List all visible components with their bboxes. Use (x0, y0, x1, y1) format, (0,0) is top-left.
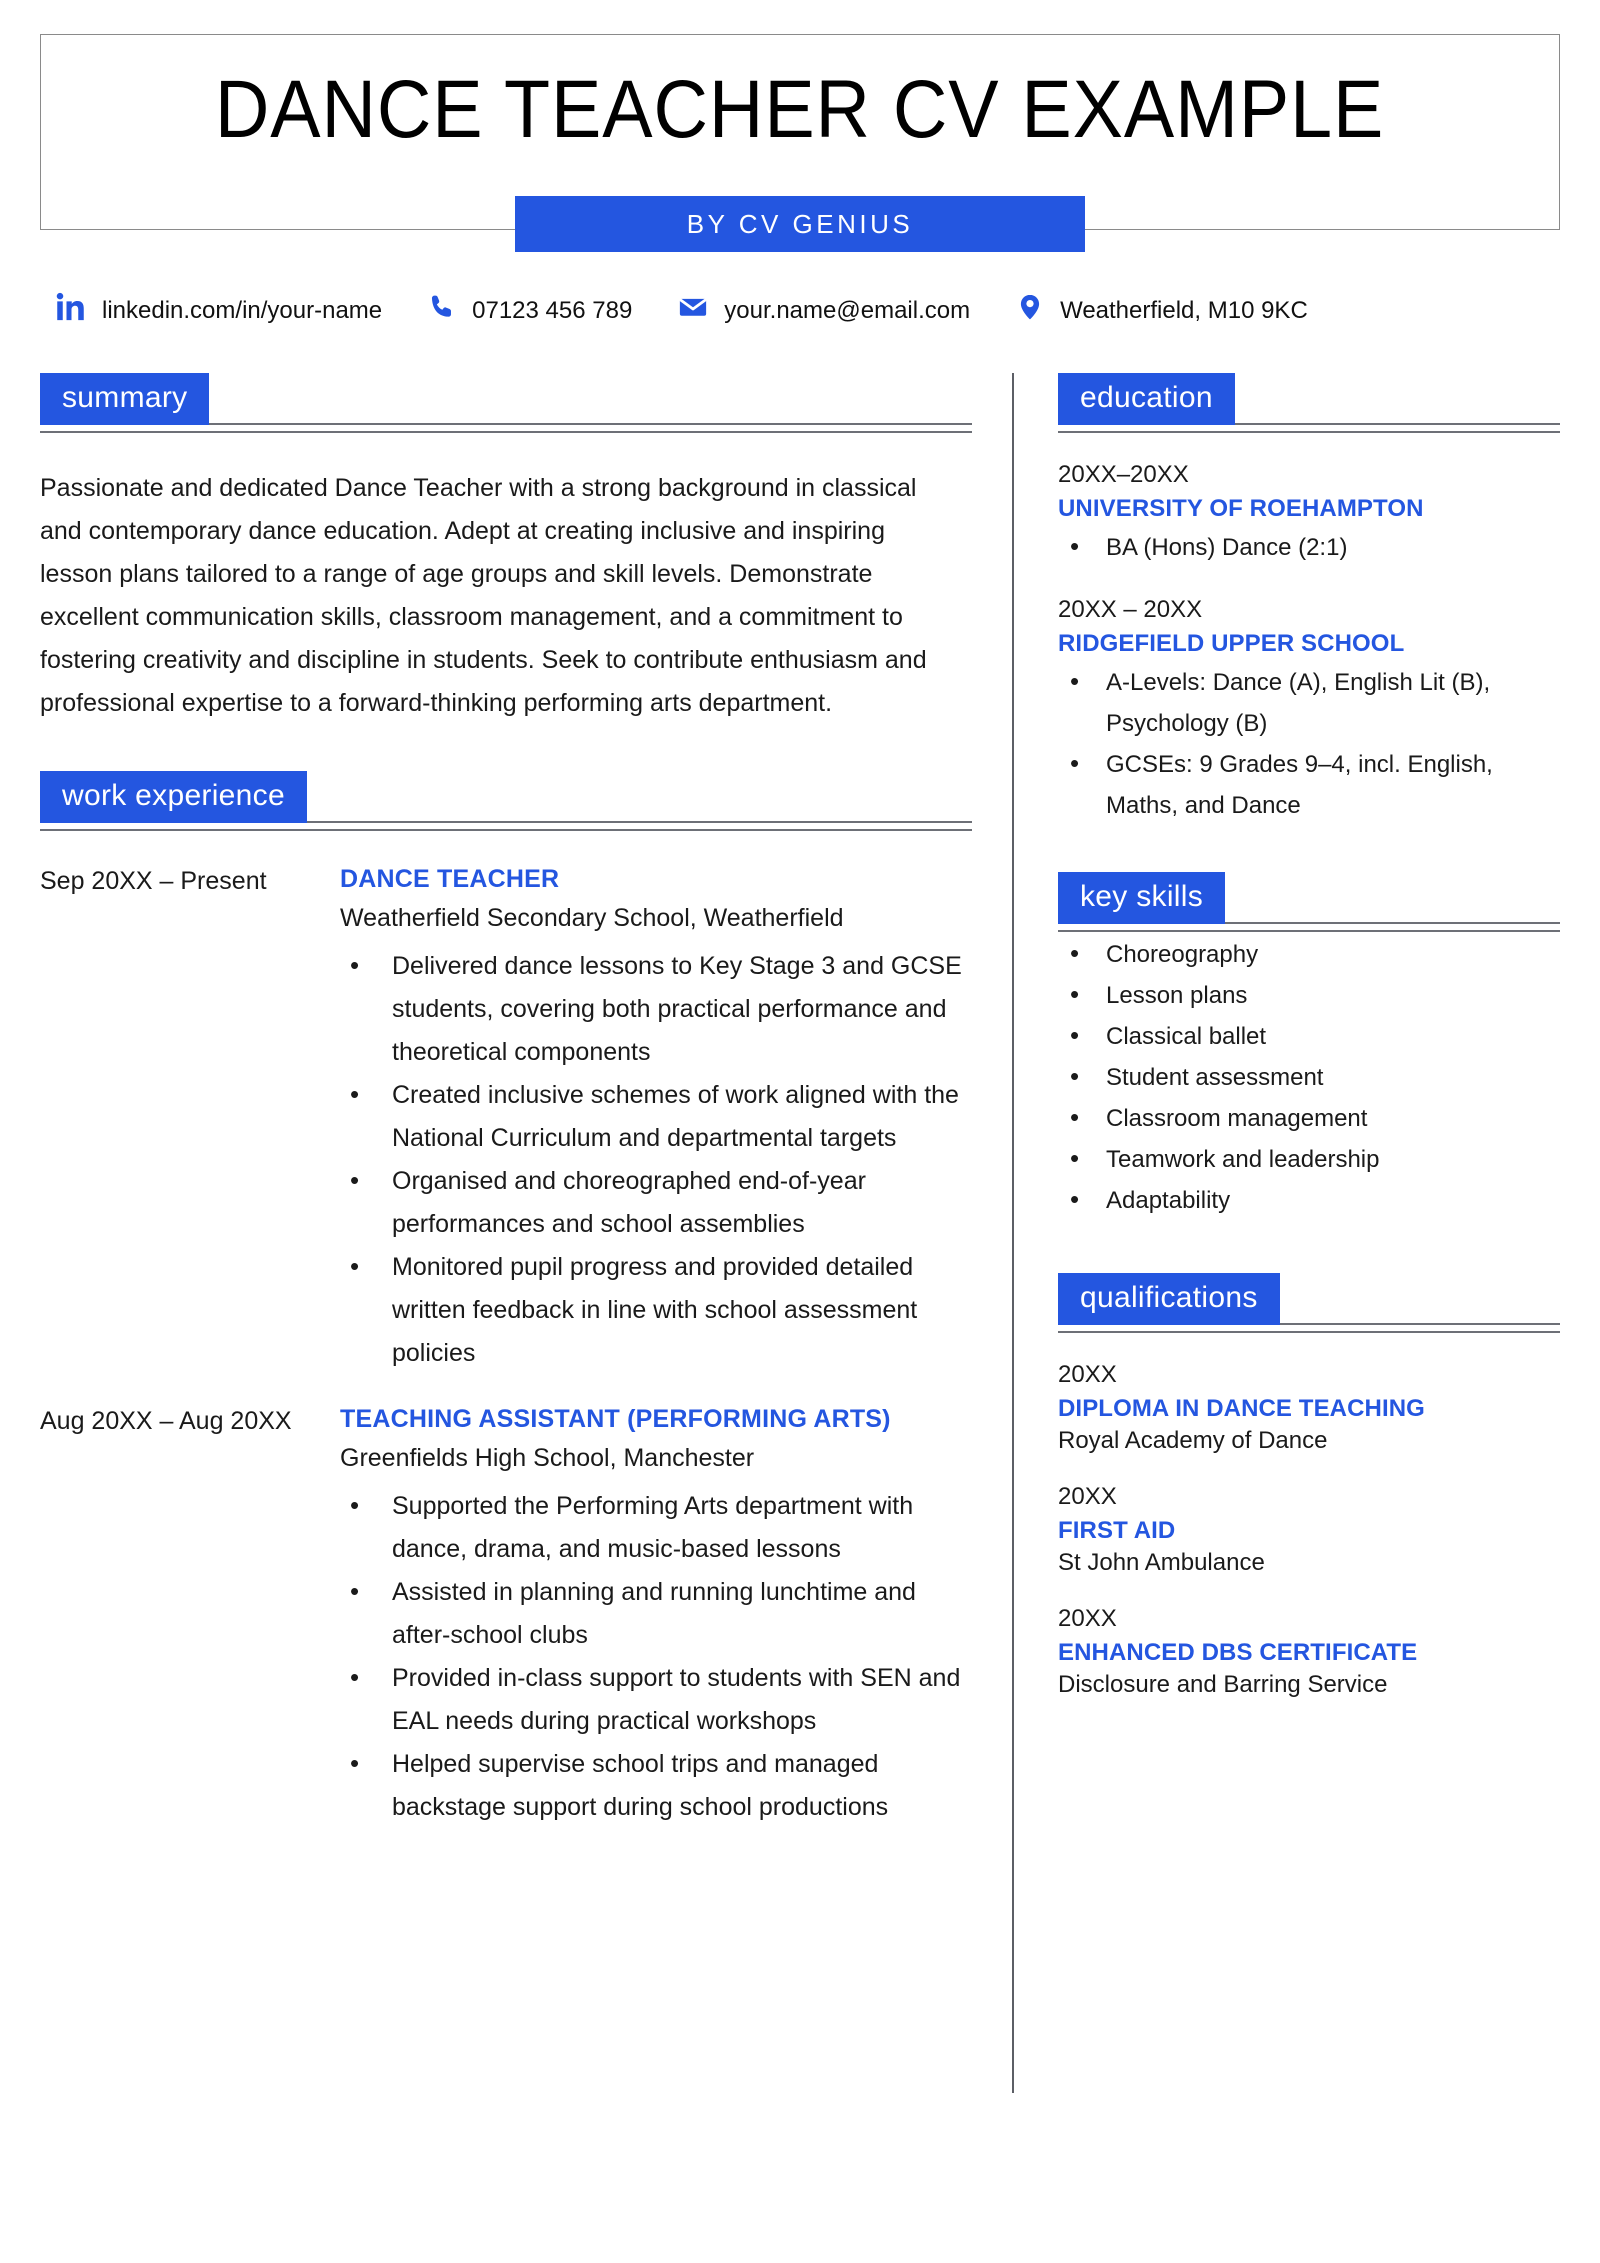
job-title: TEACHING ASSISTANT (PERFORMING ARTS) (340, 1405, 891, 1433)
education-dates: 20XX–20XX (1058, 461, 1189, 488)
cv-body (40, 373, 1560, 2093)
section-qualifications (1058, 1273, 1560, 1699)
list-item: • Supported the Performing Arts department with dance, drama, and music-based lessons (340, 1485, 972, 1571)
work-underline (40, 829, 972, 831)
linkedin-icon (56, 292, 86, 329)
qualifications-heading-row (1058, 1273, 1560, 1325)
qualifications-rule (1280, 1323, 1560, 1325)
list-item: • Created inclusive schemes of work aligned with the National Curriculum and departmental targets (340, 1074, 972, 1160)
contact-linkedin[interactable] (56, 292, 382, 329)
education-organisation: UNIVERSITY OF ROEHAMPTON (1058, 495, 1424, 522)
list-item: • Classical ballet (1058, 1016, 1560, 1057)
contact-email[interactable] (678, 292, 970, 329)
contact-phone[interactable] (428, 293, 632, 328)
list-item: • Organised and choreographed end-of-year performances and school assemblies (340, 1160, 972, 1246)
list-item: • Student assessment (1058, 1057, 1560, 1098)
list-item: • Helped supervise school trips and managed backstage support during school productions (340, 1743, 972, 1829)
education-organisation: RIDGEFIELD UPPER SCHOOL (1058, 630, 1405, 657)
summary-underline (40, 431, 972, 433)
list-item: • GCSEs: 9 Grades 9–4, incl. English, Maths, and Dance (1058, 744, 1560, 826)
work-entry (40, 865, 972, 1375)
work-entry (40, 1405, 972, 1829)
list-item: • Assisted in planning and running lunchtime and after-school clubs (340, 1571, 972, 1657)
job-organisation: Greenfields High School, Manchester (340, 1444, 755, 1472)
section-education (1058, 373, 1560, 826)
summary-rule (209, 423, 972, 425)
work-dates: Aug 20XX – Aug 20XX (40, 1407, 292, 1435)
qualifications-heading: qualifications (1058, 1273, 1280, 1325)
contact-phone-text: 07123 456 789 (472, 296, 633, 324)
list-item: • Teamwork and leadership (1058, 1139, 1560, 1180)
summary-text: Passionate and dedicated Dance Teacher with a strong background in classical and contemporary dance education. Adept at creating inclusive and inspiring lesson plans tailored to a range of age groups and skill levels. Demonstrate excellent communication skills, classroom management, and a commitment to fostering creativity and discipline in students. Seek to contribute enthusiasm and professional expertise to a forward-thinking performing arts department. (40, 474, 927, 717)
qualification-entry (1058, 1605, 1560, 1699)
list-item: • BA (Hons) Dance (2:1) (1058, 527, 1560, 568)
qualification-title: ENHANCED DBS CERTIFICATE (1058, 1639, 1418, 1666)
job-title: DANCE TEACHER (340, 865, 560, 893)
work-heading-row (40, 771, 972, 823)
qualification-title: DIPLOMA IN DANCE TEACHING (1058, 1395, 1425, 1422)
list-item: • Classroom management (1058, 1098, 1560, 1139)
contact-email-text: your.name@email.com (724, 296, 971, 324)
key-skills-list (1058, 934, 1560, 1221)
education-heading-row (1058, 373, 1560, 425)
key-skills-rule (1225, 922, 1560, 924)
work-dates: Sep 20XX – Present (40, 867, 267, 895)
qualification-entry (1058, 1361, 1560, 1455)
left-column (40, 373, 1012, 2093)
education-dates: 20XX – 20XX (1058, 596, 1203, 623)
summary-heading: summary (40, 373, 209, 425)
list-item: • Adaptability (1058, 1180, 1560, 1221)
key-skills-heading-row (1058, 872, 1560, 924)
qualification-dates: 20XX (1058, 1361, 1117, 1388)
location-pin-icon (1016, 292, 1044, 329)
qualifications-underline (1058, 1331, 1560, 1333)
list-item: • A-Levels: Dance (A), English Lit (B), Psychology (B) (1058, 662, 1560, 744)
job-bullet-list (340, 1485, 972, 1829)
summary-heading-row (40, 373, 972, 425)
qualification-issuer: Disclosure and Barring Service (1058, 1671, 1388, 1698)
work-experience-heading: work experience (40, 771, 307, 823)
qualification-title: FIRST AID (1058, 1517, 1176, 1544)
education-heading: education (1058, 373, 1235, 425)
section-summary (40, 373, 972, 725)
contact-location-text: Weatherfield, M10 9KC (1060, 296, 1308, 324)
page-title: DANCE TEACHER CV EXAMPLE (215, 64, 1385, 155)
right-column (1014, 373, 1560, 2093)
education-entry (1058, 461, 1560, 568)
contact-location[interactable] (1016, 292, 1308, 329)
section-key-skills (1058, 872, 1560, 1221)
contact-linkedin-text: linkedin.com/in/your-name (102, 296, 383, 324)
phone-icon (428, 293, 456, 328)
work-details (340, 1405, 972, 1829)
qualification-issuer: St John Ambulance (1058, 1549, 1265, 1576)
list-item: • Choreography (1058, 934, 1560, 975)
education-rule (1235, 423, 1560, 425)
cv-header (40, 34, 1560, 239)
contact-bar (40, 292, 1560, 329)
job-organisation: Weatherfield Secondary School, Weatherfield (340, 904, 844, 932)
qualification-entry (1058, 1483, 1560, 1577)
list-item: • Monitored pupil progress and provided detailed written feedback in line with school assessment policies (340, 1246, 972, 1375)
job-bullet-list (340, 945, 972, 1375)
list-item: • Provided in-class support to students with SEN and EAL needs during practical workshops (340, 1657, 972, 1743)
list-item: • Delivered dance lessons to Key Stage 3 and GCSE students, covering both practical performance and theoretical components (340, 945, 972, 1074)
education-bullet-list (1058, 527, 1560, 568)
work-rule (307, 821, 972, 823)
email-icon (678, 292, 708, 329)
education-underline (1058, 431, 1560, 433)
byline-banner: BY CV GENIUS (515, 196, 1085, 252)
work-details (340, 865, 972, 1375)
list-item: • Lesson plans (1058, 975, 1560, 1016)
qualification-issuer: Royal Academy of Dance (1058, 1427, 1328, 1454)
section-work-experience (40, 771, 972, 1829)
education-bullet-list (1058, 662, 1560, 826)
qualification-dates: 20XX (1058, 1483, 1117, 1510)
key-skills-heading: key skills (1058, 872, 1225, 924)
qualification-dates: 20XX (1058, 1605, 1117, 1632)
key-skills-underline (1058, 930, 1560, 932)
education-entry (1058, 596, 1560, 826)
